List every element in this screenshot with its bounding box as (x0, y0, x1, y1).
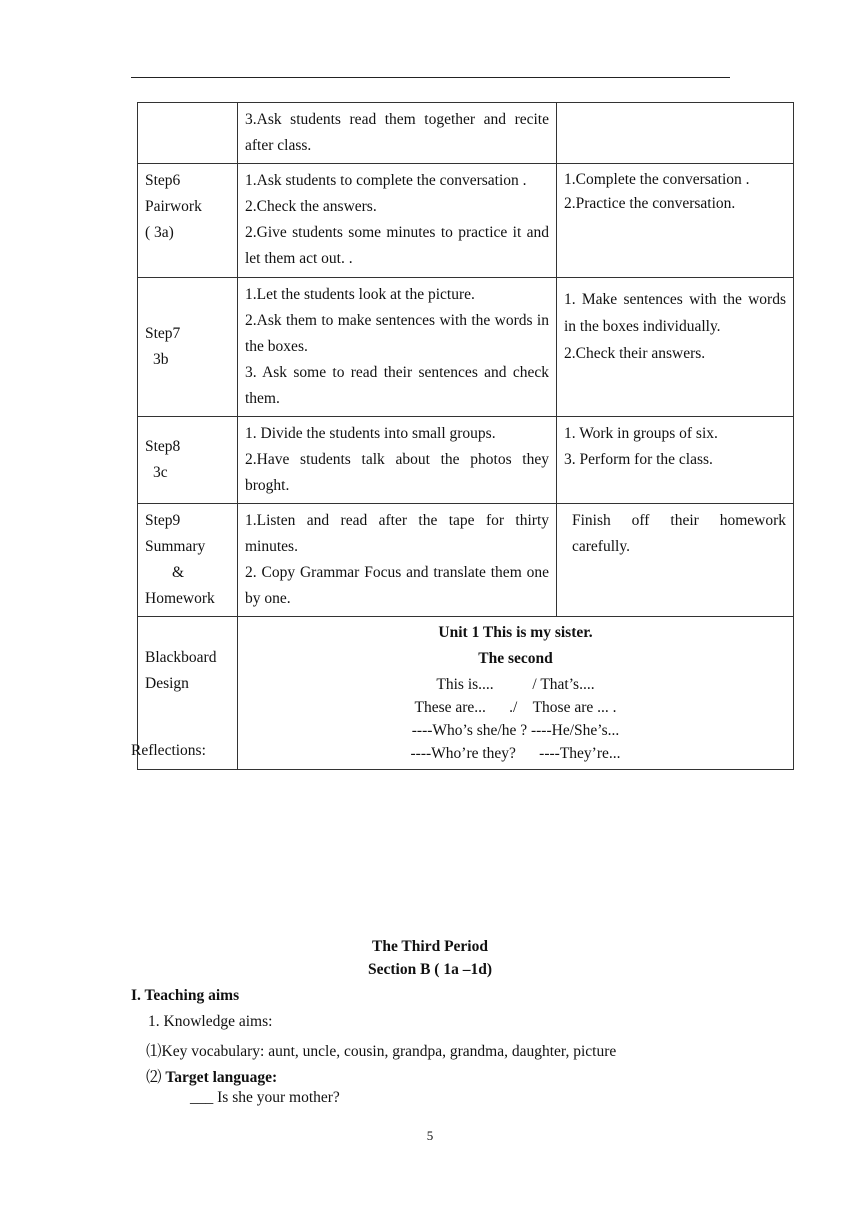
blackboard-line: These are... ./ Those are ... . (414, 699, 617, 716)
step-label: Pairwork (145, 198, 202, 215)
blackboard-line: ----Who’re they? ----They’re... (410, 745, 621, 762)
knowledge-aims: 1. Knowledge aims: (148, 1013, 273, 1030)
step-label: 3b (153, 351, 169, 368)
table-row (138, 103, 794, 164)
key-vocabulary: ⑴Key vocabulary: aunt, uncle, cousin, grandpa, grandma, daughter, picture (146, 1043, 617, 1060)
period-title: The Third Period (372, 938, 488, 955)
teacher-cell (238, 278, 557, 417)
student-cell (557, 103, 794, 164)
student-activity: 3. Perform for the class. (564, 451, 713, 468)
teacher-activity: 2. Copy Grammar Focus and translate them one by one. (245, 564, 549, 607)
step-cell (138, 103, 238, 164)
example-sentence: ___ Is she your mother? (190, 1089, 340, 1106)
step-cell (138, 278, 238, 417)
student-activity: 2.Check their answers. (564, 345, 706, 362)
teacher-activity: 2.Give students some minutes to practice it and let them act out. . (245, 224, 549, 267)
table-row (138, 417, 794, 504)
teacher-activity: 2.Have students talk about the photos they broght. (245, 451, 549, 494)
section-subtitle: Section B ( 1a –1d) (368, 961, 492, 978)
student-cell (557, 417, 794, 504)
step-label: & (172, 564, 185, 581)
step-label: Summary (145, 538, 206, 555)
blackboard-title: Unit 1 This is my sister. (438, 624, 593, 641)
student-activity: 2.Practice the conversation. (564, 195, 736, 212)
page-number: 5 (426, 1128, 434, 1143)
teacher-activity: 2.Ask them to make sentences with the words in the boxes. (245, 312, 549, 355)
step-label: Homework (145, 590, 215, 607)
header-rule (131, 77, 730, 78)
table-row (138, 278, 794, 417)
step-cell (138, 417, 238, 504)
lesson-plan-table (137, 102, 794, 770)
teacher-cell (238, 164, 557, 278)
step-label: Step9 (145, 512, 181, 529)
teacher-activity: 2.Check the answers. (245, 198, 377, 215)
teacher-activity: 3.Ask students read them together and recite after class. (245, 111, 549, 154)
teaching-aims-heading: I. Teaching aims (131, 987, 240, 1004)
teacher-cell (238, 103, 557, 164)
student-cell (557, 504, 794, 617)
blackboard-line: ----Who’s she/he ? ----He/She’s... (411, 722, 620, 739)
step-label: Step8 (145, 438, 181, 455)
step-label: Design (145, 675, 189, 692)
reflections-label: Reflections: (131, 742, 206, 759)
student-activity: Finish off their homework carefully. (572, 512, 786, 555)
student-activity: 1. Make sentences with the words in the boxes individually. (564, 291, 786, 335)
student-activity: 1.Complete the conversation . (564, 171, 750, 188)
student-activity: 1. Work in groups of six. (564, 425, 718, 442)
step-label: ( 3a) (145, 224, 174, 241)
teacher-cell (238, 504, 557, 617)
student-cell (557, 164, 794, 278)
teacher-cell (238, 417, 557, 504)
step-label: 3c (153, 464, 168, 481)
target-number: ⑵ (146, 1069, 162, 1086)
student-cell (557, 278, 794, 417)
teacher-activity: 3. Ask some to read their sentences and check them. (245, 364, 549, 407)
table-row (138, 617, 794, 770)
teacher-activity: 1.Let the students look at the picture. (245, 286, 475, 303)
blackboard-subtitle: The second (478, 650, 553, 667)
blackboard-line: This is.... / That’s.... (436, 676, 595, 693)
target-language-label: Target language: (165, 1069, 278, 1086)
step-label: Blackboard (145, 649, 217, 666)
teacher-activity: 1. Divide the students into small groups. (245, 425, 496, 442)
step-cell (138, 164, 238, 278)
teacher-activity: 1.Ask students to complete the conversation . (245, 172, 527, 189)
step-cell (138, 504, 238, 617)
teacher-activity: 1.Listen and read after the tape for thirty minutes. (245, 512, 549, 555)
blackboard-design-cell (238, 617, 794, 770)
step-label: Step7 (145, 325, 181, 342)
target-language (146, 1065, 277, 1087)
step-label: Step6 (145, 172, 181, 189)
table-row (138, 504, 794, 617)
table-row (138, 164, 794, 278)
